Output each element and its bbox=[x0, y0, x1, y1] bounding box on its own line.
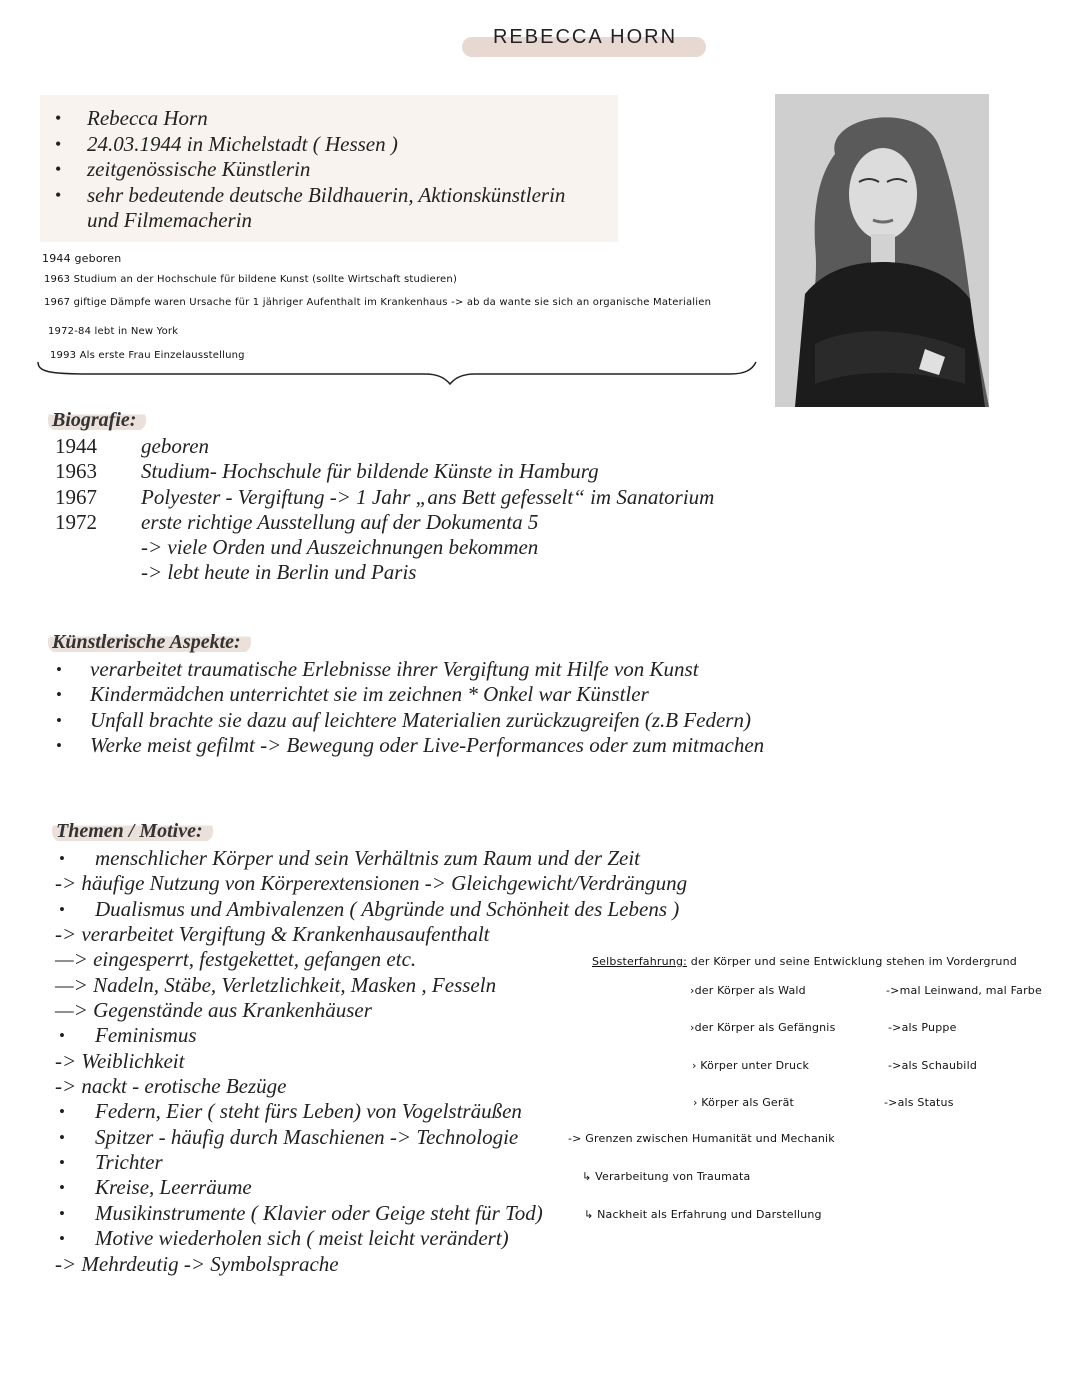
themen-subitem: -> nackt - erotische Bezüge bbox=[55, 1074, 287, 1099]
grenzen-note: -> Grenzen zwischen Humanität und Mechanik bbox=[568, 1132, 835, 1145]
biografie-row bbox=[55, 434, 714, 459]
themen-subitem: —> Nadeln, Stäbe, Verletzlichkeit, Masken , Fesseln bbox=[55, 972, 497, 997]
themen-item: • Motive wiederholen sich ( meist leicht verändert) bbox=[55, 1226, 687, 1251]
portrait-illustration bbox=[775, 94, 989, 407]
page-title: REBECCA HORN bbox=[492, 26, 678, 48]
handwritten-line: 1944 geboren bbox=[42, 252, 122, 265]
nackheit-note: ↳ Nackheit als Erfahrung und Darstellung bbox=[584, 1208, 822, 1221]
info-item-text: und Filmemacherin bbox=[87, 208, 253, 232]
info-item: • sehr bedeutende deutsche Bildhauerin, Aktionskünstlerin bbox=[55, 183, 565, 209]
themen-item: • Dualismus und Ambivalenzen ( Abgründe und Schönheit des Lebens ) bbox=[55, 897, 687, 922]
biografie-table bbox=[55, 434, 714, 586]
themen-subitem: -> Weiblichkeit bbox=[55, 1048, 185, 1073]
bio-year: 1967 bbox=[55, 484, 97, 509]
bio-year bbox=[55, 535, 141, 560]
note-col2-item: ->als Status bbox=[884, 1096, 954, 1109]
biografie-heading: Biografie: bbox=[48, 409, 146, 431]
themen-item: • Musikinstrumente ( Klavier oder Geige steht für Tod) bbox=[55, 1201, 687, 1226]
themen-item: • Kreise, Leerräume bbox=[55, 1175, 687, 1200]
bio-text: -> lebt heute in Berlin und Paris bbox=[141, 560, 417, 585]
bio-text: erste richtige Ausstellung auf der Dokumenta 5 bbox=[141, 509, 539, 534]
handwritten-line: 1963 Studium an der Hochschule für bildene Kunst (sollte Wirtschaft studieren) bbox=[44, 274, 458, 285]
note-col1-item: › Körper unter Druck bbox=[692, 1059, 810, 1072]
aspekte-heading: Künstlerische Aspekte: bbox=[48, 631, 251, 653]
aspekte-item: • verarbeitet traumatische Erlebnisse ihrer Vergiftung mit Hilfe von Kunst bbox=[52, 657, 764, 682]
handwritten-line: 1972-84 lebt in New York bbox=[48, 326, 179, 337]
bio-text: geboren bbox=[141, 434, 210, 458]
biografie-row bbox=[55, 560, 714, 585]
selbsterfahrung-note bbox=[592, 955, 1017, 968]
info-list bbox=[55, 106, 565, 234]
themen-subitem: -> verarbeitet Vergiftung & Krankenhausaufenthalt bbox=[55, 922, 490, 947]
note-col2-item: ->mal Leinwand, mal Farbe bbox=[886, 984, 1042, 997]
themen-heading: Themen / Motive: bbox=[52, 820, 213, 842]
biografie-row bbox=[55, 485, 714, 510]
themen-item: • Federn, Eier ( steht fürs Leben) von Vogelsträußen bbox=[55, 1099, 687, 1124]
aspekte-list bbox=[52, 657, 764, 758]
aspekte-heading-wrap bbox=[48, 631, 251, 654]
selbsterfahrung-label: Selbsterfahrung: bbox=[592, 955, 688, 968]
info-item: • Rebecca Horn bbox=[55, 106, 565, 132]
bio-year: 1944 bbox=[55, 434, 97, 458]
bio-year: 1972 bbox=[55, 509, 97, 534]
aspekte-item: • Unfall brachte sie dazu auf leichtere Materialien zurückzugreifen (z.B Federn) bbox=[52, 708, 764, 733]
bio-text: Polyester - Vergiftung -> 1 Jahr „ans Bett gefesselt“ im Sanatorium bbox=[141, 484, 715, 509]
info-item-continuation bbox=[55, 208, 565, 234]
themen-subitem: -> häufige Nutzung von Körperextensionen -> Gleichgewicht/Verdrängung bbox=[55, 871, 688, 896]
themen-subitem: —> Gegenstände aus Krankenhäuser bbox=[55, 998, 372, 1023]
info-item: • 24.03.1944 in Michelstadt ( Hessen ) bbox=[55, 132, 565, 158]
curly-brace-mark bbox=[30, 360, 760, 390]
themen-item: • Spitzer - häufig durch Maschienen -> Technologie bbox=[55, 1125, 687, 1150]
traumata-note: ↳ Verarbeitung von Traumata bbox=[582, 1170, 751, 1183]
biografie-row bbox=[55, 459, 714, 484]
info-item: • zeitgenössische Künstlerin bbox=[55, 157, 565, 183]
bio-text: Studium- Hochschule für bildende Künste in Hamburg bbox=[141, 459, 599, 484]
themen-heading-wrap bbox=[52, 820, 213, 843]
bio-year: 1963 bbox=[55, 459, 97, 484]
note-col1-item: › Körper als Gerät bbox=[693, 1096, 795, 1109]
aspekte-item: • Kindermädchen unterrichtet sie im zeichnen * Onkel war Künstler bbox=[52, 682, 764, 707]
bio-year bbox=[55, 560, 141, 585]
note-col2-item: ->als Schaubild bbox=[888, 1059, 978, 1072]
aspekte-item: • Werke meist gefilmt -> Bewegung oder Live-Performances oder zum mitmachen bbox=[52, 733, 764, 758]
selbsterfahrung-text: der Körper und seine Entwicklung stehen im Vordergrund bbox=[690, 955, 1017, 968]
biografie-heading-wrap bbox=[48, 409, 146, 432]
themen-item: • Trichter bbox=[55, 1150, 687, 1175]
note-col1-item: ›der Körper als Wald bbox=[690, 984, 806, 997]
themen-subitem: —> eingesperrt, festgekettet, gefangen etc. bbox=[55, 947, 417, 972]
note-col2-item: ->als Puppe bbox=[888, 1021, 957, 1034]
note-col1-item: ›der Körper als Gefängnis bbox=[690, 1021, 836, 1034]
themen-subitem: -> Mehrdeutig -> Symbolsprache bbox=[55, 1251, 339, 1276]
themen-item: • Feminismus bbox=[55, 1023, 687, 1048]
biografie-row bbox=[55, 510, 714, 535]
handwritten-line: 1993 Als erste Frau Einzelausstellung bbox=[50, 350, 245, 361]
handwritten-line: 1967 giftige Dämpfe waren Ursache für 1 jähriger Aufenthalt im Krankenhaus -> ab da wante sie sich an organische Materialien bbox=[44, 297, 712, 308]
biografie-row bbox=[55, 535, 714, 560]
themen-item: • menschlicher Körper und sein Verhältnis zum Raum und der Zeit bbox=[55, 846, 687, 871]
portrait-photo bbox=[775, 94, 989, 407]
bio-text: -> viele Orden und Auszeichnungen bekommen bbox=[141, 535, 539, 560]
